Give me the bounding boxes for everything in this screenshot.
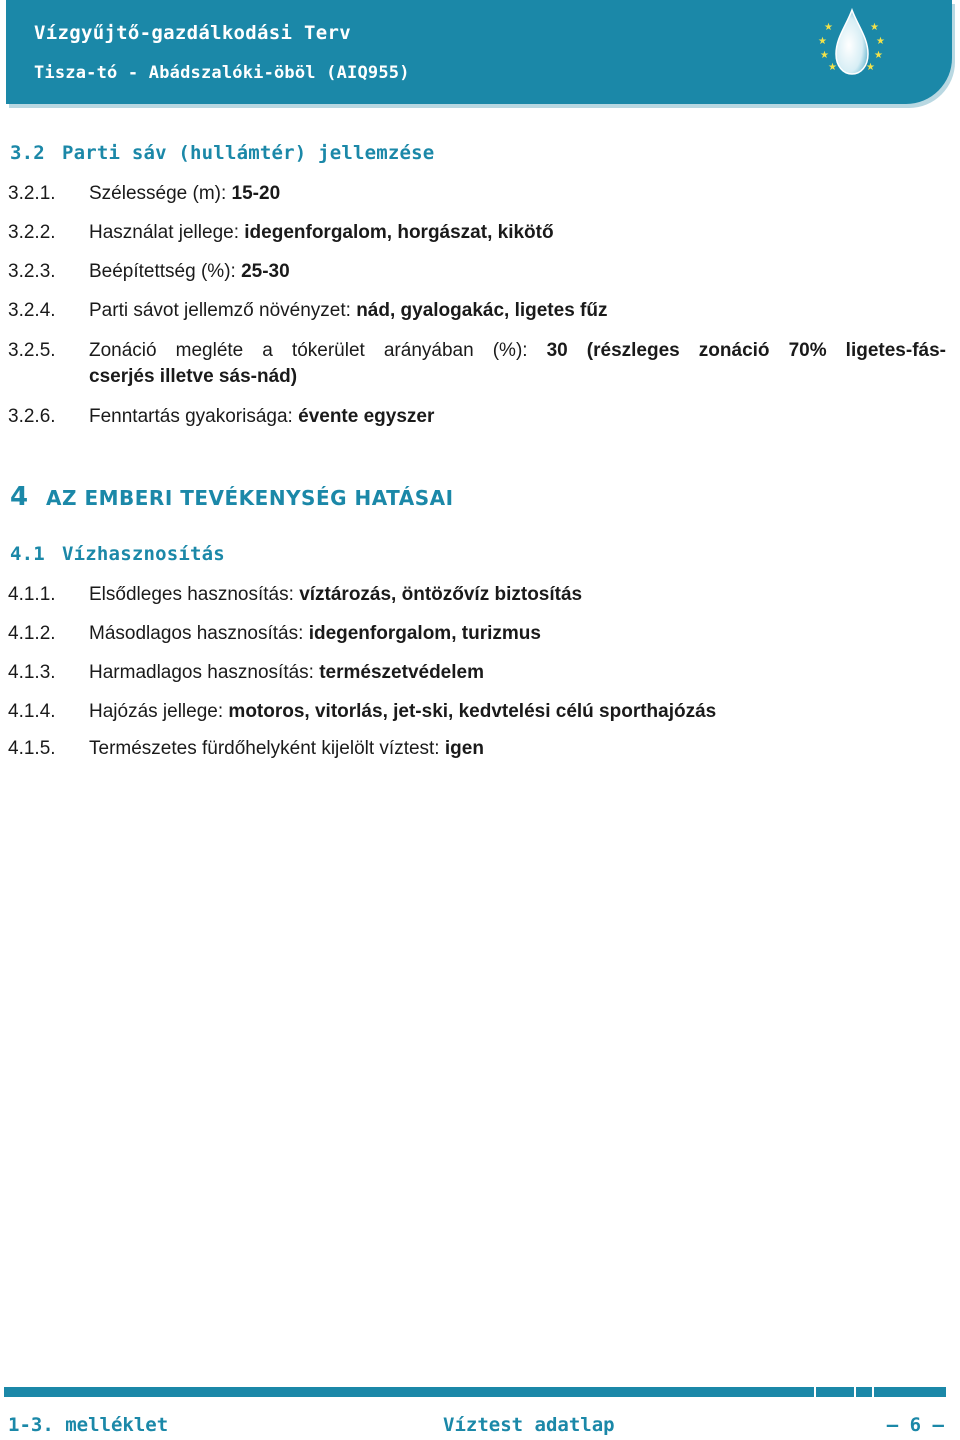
item-label: Hajózás jellege: [89, 701, 229, 722]
list-item [8, 298, 946, 324]
item-value: idegenforgalom, turizmus [308, 623, 541, 644]
item-number: 4.1.3. [8, 662, 56, 683]
item-value-continued: cserjés illetve sás-nád) [89, 366, 298, 387]
svg-text:★: ★ [870, 22, 879, 33]
svg-text:★: ★ [876, 36, 885, 47]
item-label: Szélessége (m): [89, 183, 232, 204]
footer-divider [4, 1387, 946, 1397]
list-item [8, 338, 946, 390]
chapter-number: 4 [10, 482, 29, 512]
item-number: 4.1.1. [8, 584, 56, 605]
svg-text:★: ★ [824, 22, 833, 33]
item-label: Zonáció megléte a tókerület arányában (%): [89, 340, 547, 361]
footer-page-number: – 6 – [886, 1414, 944, 1436]
item-number: 3.2.2. [8, 222, 56, 243]
item-value: nád, gyalogakác, ligetes fűz [356, 300, 608, 321]
list-item [8, 660, 946, 686]
list-item [8, 582, 946, 608]
section-heading-4-1 [10, 543, 225, 565]
footer-document-type: Víztest adatlap [443, 1414, 615, 1436]
item-number: 3.2.4. [8, 300, 56, 321]
list-item [8, 621, 946, 647]
svg-text:★: ★ [866, 62, 875, 73]
item-label: Természetes fürdőhelyként kijelölt víztest: [89, 738, 445, 759]
footer-annex-label: 1-3. melléklet [8, 1414, 169, 1436]
footer-divider-gap [854, 1387, 856, 1397]
item-value: évente egyszer [298, 406, 435, 427]
section-number: 3.2 [10, 142, 45, 164]
svg-text:★: ★ [828, 62, 837, 73]
footer-divider-gap [814, 1387, 816, 1397]
section-heading-3-2 [10, 142, 434, 164]
item-number: 4.1.2. [8, 623, 56, 644]
document-title: Vízgyűjtő-gazdálkodási Terv [34, 22, 351, 44]
document-subtitle: Tisza-tó - Abádszalóki-öböl (AIQ955) [34, 63, 410, 83]
list-item [8, 404, 946, 430]
section-number: 4.1 [10, 543, 45, 565]
item-label: Harmadlagos hasznosítás: [89, 662, 320, 683]
item-value: igen [444, 738, 484, 759]
svg-text:★: ★ [874, 50, 883, 61]
item-number: 3.2.5. [8, 340, 56, 361]
list-item [8, 259, 946, 285]
chapter-title: AZ EMBERI TEVÉKENYSÉG HATÁSAI [46, 486, 454, 510]
item-value: természetvédelem [319, 662, 484, 683]
item-value: 25-30 [241, 261, 290, 282]
item-label: Másodlagos hasznosítás: [89, 623, 309, 644]
item-label: Beépítettség (%): [89, 261, 242, 282]
item-number: 3.2.6. [8, 406, 56, 427]
item-value: víztározás, öntözővíz biztosítás [299, 584, 583, 605]
section-title: Parti sáv (hullámtér) jellemzése [62, 142, 435, 164]
list-item [8, 699, 946, 725]
item-number: 3.2.3. [8, 261, 56, 282]
page-footer [0, 1414, 960, 1440]
item-label: Használat jellege: [89, 222, 245, 243]
item-value: 15-20 [231, 183, 281, 204]
list-item [8, 220, 946, 246]
section-title: Vízhasznosítás [62, 543, 225, 565]
chapter-heading-4 [10, 482, 454, 512]
item-value: 30 (részleges zonáció 70% ligetes-fás- [546, 340, 946, 361]
item-label: Parti sávot jellemző növényzet: [89, 300, 357, 321]
svg-text:★: ★ [818, 36, 827, 47]
list-item [8, 181, 946, 207]
footer-divider-gap [872, 1387, 874, 1397]
list-item [8, 736, 946, 762]
header-banner [6, 0, 952, 104]
item-value: motoros, vitorlás, jet-ski, kedvtelési célú sporthajózás [228, 701, 717, 722]
item-number: 4.1.4. [8, 701, 56, 722]
svg-text:★: ★ [820, 50, 829, 61]
item-label: Fenntartás gyakorisága: [89, 406, 299, 427]
item-label: Elsődleges hasznosítás: [89, 584, 300, 605]
item-number: 4.1.5. [8, 738, 56, 759]
eu-waterdrop-logo-icon [812, 6, 892, 86]
item-number: 3.2.1. [8, 183, 56, 204]
item-value: idegenforgalom, horgászat, kikötő [244, 222, 554, 243]
